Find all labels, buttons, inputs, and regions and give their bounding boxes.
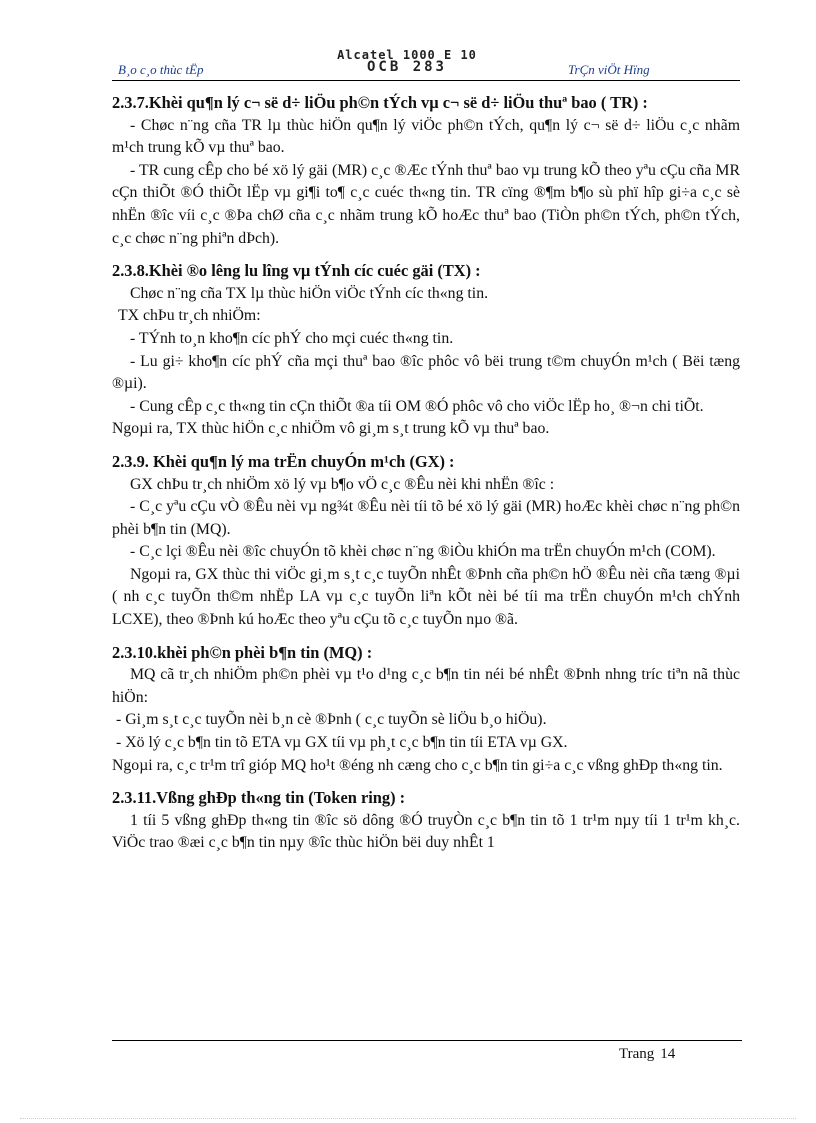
header-right-text: TrÇn viÖt Hïng — [568, 62, 650, 77]
section-title: 2.3.10.khèi ph©n phèi b¶n tin (MQ) : — [112, 642, 373, 662]
header-logo-line1: Alcatel 1000 E 10 — [337, 48, 477, 62]
section-2-3-9 — [112, 451, 740, 632]
section-title: 2.3.7.Khèi qu¶n lý c¬ së d÷ liÖu ph©n tÝch vµ c¬ së d÷ liÖu thuª bao ( TR) : — [112, 93, 648, 112]
page-bottom-dotted-border — [20, 1118, 796, 1119]
footer-rule — [112, 1040, 742, 1041]
list-item: - C¸c yªu cÇu vÒ ®Êu nèi vµ ng¾t ®Êu nèi tíi tõ bé xö lý gäi (MR) hoÆc khèi chøc n¨ng ph©n phèi b¶n tin (MQ). — [112, 498, 740, 538]
page-content — [112, 92, 740, 865]
paragraph: Ngoµi ra, GX thùc thi viÖc gi¸m s¸t c¸c tuyÕn nhÊt ®Þnh cña ph©n hÖ ®Êu nèi cña tæng ®µi ( nh c¸c tuyÕn th©m nhËp LA vµ c¸c tuyÕn liªn kÕt nèi bé tíi ma trËn chuyÓn m¹ch chÝnh LCXE), theo ®Þnh kú hoÆc theo yªu cÇu tõ c¸c tuyÕn nµo ®ã. — [112, 565, 740, 629]
paragraph: Chøc n¨ng cña TX lµ thùc hiÖn viÖc tÝnh cíc th«ng tin. — [130, 284, 489, 302]
section-2-3-7 — [112, 92, 740, 250]
section-title: 2.3.11.Vßng ghÐp th«ng tin (Token ring) : — [112, 788, 406, 808]
header-logo-text — [322, 50, 492, 73]
page-number: 14 — [660, 1046, 676, 1062]
paragraph: 1 tíi 5 vßng ghÐp th«ng tin ®îc sö dông ®Ó truyÒn c¸c b¶n tin tõ 1 tr¹m nµy tíi 1 tr¹m kh¸c. ViÖc trao ®æi c¸c b¶n tin nµy ®îc thùc hiÖn bëi duy nhÊt 1 — [112, 811, 740, 852]
list-item: - Cung cÊp c¸c th«ng tin cÇn thiÕt ®a tíi OM ®Ó phôc vô cho viÖc lËp ho¸ ®¬n chi tiÕt. — [130, 397, 704, 415]
header-rule — [112, 80, 740, 81]
paragraph: - Chøc n¨ng cña TR lµ thùc hiÖn qu¶n lý viÖc ph©n tÝch, qu¶n lý c¬ së d÷ liÖu c¸c nhãm m¹ch trung kÕ vµ thuª bao. — [112, 116, 740, 157]
section-2-3-10 — [112, 642, 740, 778]
paragraph: Ngoµi ra, c¸c tr¹m trî gióp MQ ho¹t ®éng nh cæng cho c¸c b¶n tin gi÷a c¸c vßng ghÐp th«ng tin. — [112, 756, 723, 774]
section-2-3-11 — [112, 787, 740, 855]
list-item: - Lu gi÷ kho¶n cíc phÝ cña mçi thuª bao ®îc phôc vô bëi trung t©m chuyÓn m¹ch ( Bëi tæng ®µi). — [112, 352, 740, 393]
section-2-3-8 — [112, 260, 740, 441]
paragraph: - TR cung cÊp cho bé xö lý gäi (MR) c¸c ®Æc tÝnh thuª bao vµ trung kÕ theo yªu cÇu cña MR cÇn thiÕt ®Ó thiÕt lËp vµ gi¶i to¶ c¸c cuéc th«ng tin. TR cïng ®¶m b¶o sù phï hîp gi÷a c¸c sè nhËn ®îc víi c¸c ®Þa chØ cña c¸c nhãm trung kÕ hoÆc thuª bao (TiÒn ph©n tÝch, ph©n tÝch, c¸c chøc n¨ng phiªn dÞch). — [112, 161, 740, 247]
list-item: - C¸c lçi ®Êu nèi ®îc chuyÓn tõ khèi chøc n¨ng ®iÒu khiÓn ma trËn chuyÓn m¹ch (COM). — [130, 543, 716, 561]
paragraph: Ngoµi ra, TX thùc hiÖn c¸c nhiÖm vô gi¸m s¸t trung kÕ vµ thuª bao. — [112, 420, 550, 438]
page-footer — [619, 1046, 681, 1063]
footer-label: Trang — [619, 1046, 655, 1062]
header-logo-line2: OCB 283 — [366, 59, 447, 75]
list-item: - TÝnh to¸n kho¶n cíc phÝ cho mçi cuéc th«ng tin. — [130, 329, 454, 347]
section-title: 2.3.8.Khèi ®o lêng lu lîng vµ tÝnh cíc cuéc gäi (TX) : — [112, 261, 481, 281]
paragraph: MQ cã tr¸ch nhiÖm ph©n phèi vµ t¹o d¹ng c¸c b¶n tin néi bé nhÊt ®Þnh nhng tríc tiªn nã thùc hiÖn: — [112, 666, 740, 706]
paragraph: GX chÞu tr¸ch nhiÖm xö lý vµ b¶o vÖ c¸c ®Êu nèi khi nhËn ®îc : — [130, 475, 555, 493]
header-left-text: B¸o c¸o thùc tËp — [118, 62, 204, 77]
page-header — [112, 48, 740, 82]
list-item: - Xö lý c¸c b¶n tin tõ ETA vµ GX tíi vµ ph¸t c¸c b¶n tin tíi ETA vµ GX. — [116, 734, 568, 752]
paragraph: TX chÞu tr¸ch nhiÖm: — [118, 307, 261, 325]
section-title: 2.3.9. Khèi qu¶n lý ma trËn chuyÓn m¹ch (GX) : — [112, 451, 455, 471]
list-item: - Gi¸m s¸t c¸c tuyÕn nèi b¸n cè ®Þnh ( c¸c tuyÕn sè liÖu b¸o hiÖu). — [116, 711, 547, 729]
